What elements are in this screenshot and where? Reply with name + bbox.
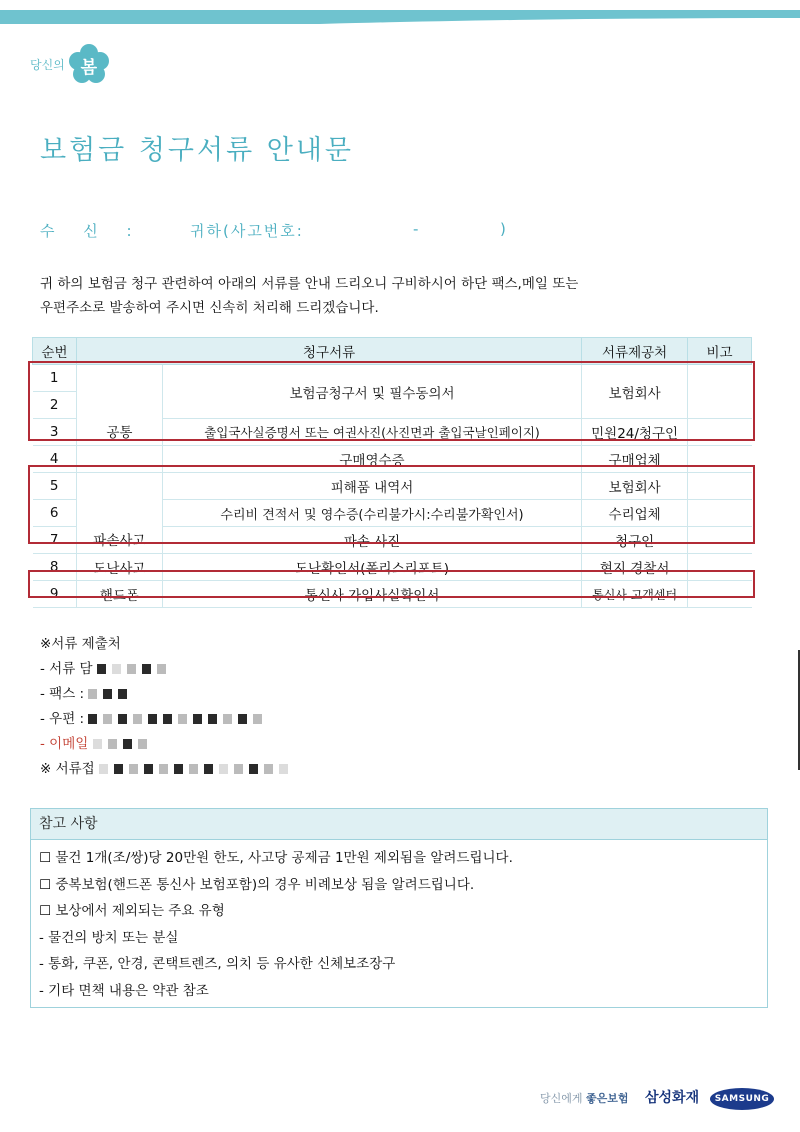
row-provider: 구매업체 (582, 446, 688, 473)
row-no: 1 (33, 365, 77, 392)
row-provider: 민원24/청구인 (582, 419, 688, 446)
highlight-box-damage (28, 465, 755, 544)
redacted-block (108, 739, 117, 749)
logo (30, 42, 109, 86)
row-provider: 현지 경찰서 (582, 554, 688, 581)
recipient-label: 수 신 : (40, 222, 144, 240)
redacted-block (138, 739, 147, 749)
row-group: 공통 (76, 365, 162, 446)
redacted-block (157, 664, 166, 674)
redacted-block (219, 764, 228, 774)
redacted-block (223, 714, 232, 724)
redacted-block (93, 739, 102, 749)
row-no: 8 (33, 554, 77, 581)
header-doc: 청구서류 (76, 338, 581, 365)
redacted-block (193, 714, 202, 724)
row-doc: 파손 사진 (162, 527, 581, 554)
row-provider: 보험회사 (582, 473, 688, 500)
row-doc: 피해품 내역서 (162, 473, 581, 500)
row-no: 3 (33, 419, 77, 446)
submission-item: - 서류 담 (40, 657, 294, 682)
row-provider: 통신사 고객센터 (582, 581, 688, 608)
row-provider: 보험회사 (582, 365, 688, 419)
submission-title: ※서류 제출처 (40, 636, 121, 652)
recipient-honorific: 귀하(사고번호: (190, 222, 304, 240)
page-title: 보험금 청구서류 안내문 (40, 135, 354, 166)
redacted-block (114, 764, 123, 774)
submission-note: ※ 서류접 (40, 757, 294, 782)
row-group: 도난사고 (76, 554, 162, 581)
row-group: 파손사고 (76, 473, 162, 554)
highlight-box-phone (28, 570, 755, 598)
row-no: 6 (33, 500, 77, 527)
notes-box (30, 808, 768, 1008)
submission-item: - 우편 : (40, 707, 294, 732)
brand-name: 삼성화재 (645, 1090, 700, 1106)
row-no: 9 (33, 581, 77, 608)
redacted-block (189, 764, 198, 774)
recipient-close: ) (500, 220, 506, 238)
logo-mark: 봄 (80, 58, 97, 78)
note-item: ☐ 중복보험(핸드폰 통신사 보험포함)의 경우 비례보상 됨을 알려드립니다. (39, 876, 475, 893)
redacted-block (148, 714, 157, 724)
row-doc: 도난확인서(폴리스리포트) (162, 554, 581, 581)
redacted-block (118, 689, 127, 699)
header-remark: 비고 (688, 338, 752, 365)
redacted-block (112, 664, 121, 674)
submission-item: - 이메일 (40, 732, 294, 757)
submission-section (40, 632, 294, 782)
redacted-block (144, 764, 153, 774)
intro-paragraph (40, 272, 760, 320)
redacted-block (142, 664, 151, 674)
note-item: - 물건의 방치 또는 분실 (39, 929, 179, 946)
redacted-block (264, 764, 273, 774)
intro-line-1: 귀 하의 보험금 청구 관련하여 아래의 서류를 안내 드리오니 구비하시어 하단 팩스,메일 또는 (40, 276, 579, 292)
logo-prefix: 당신의 (30, 57, 65, 72)
header-no: 순번 (33, 338, 77, 365)
redacted-block (163, 714, 172, 724)
recipient-line (40, 220, 740, 241)
row-provider: 수리업체 (582, 500, 688, 527)
redacted-block (208, 714, 217, 724)
row-group: 핸드폰 (76, 581, 162, 608)
notes-title: 참고 사항 (31, 809, 767, 840)
row-no: 4 (33, 446, 77, 473)
redacted-block (159, 764, 168, 774)
notes-body (31, 840, 767, 1009)
redacted-block (279, 764, 288, 774)
redacted-block (88, 689, 97, 699)
submission-item: - 팩스 : (40, 682, 294, 707)
row-no: 2 (33, 392, 77, 419)
row-no: 7 (33, 527, 77, 554)
redacted-block (204, 764, 213, 774)
redacted-block (97, 664, 106, 674)
intro-line-2: 우편주소로 발송하여 주시면 신속히 처리해 드리겠습니다. (40, 300, 379, 316)
redacted-block (238, 714, 247, 724)
redacted-block (88, 714, 97, 724)
footer (540, 1086, 780, 1114)
redacted-block (129, 764, 138, 774)
redacted-block (127, 664, 136, 674)
redacted-block (234, 764, 243, 774)
redacted-block (249, 764, 258, 774)
redacted-block (123, 739, 132, 749)
row-no: 5 (33, 473, 77, 500)
row-doc: 구매영수증 (162, 446, 581, 473)
note-item: ☐ 보상에서 제외되는 주요 유형 (39, 903, 225, 919)
row-provider: 청구인 (582, 527, 688, 554)
redacted-block (103, 714, 112, 724)
note-item: - 기타 면책 내용은 약관 참조 (39, 982, 209, 999)
redacted-block (253, 714, 262, 724)
row-doc: 보험금청구서 및 필수동의서 (162, 365, 581, 419)
row-doc: 통신사 가입사실확인서 (162, 581, 581, 608)
footer-slogan: 당신에게 좋은보험 (540, 1092, 629, 1105)
redacted-block (174, 764, 183, 774)
redacted-block (118, 714, 127, 724)
recipient-dash: - (413, 220, 419, 238)
row-doc: 수리비 견적서 및 영수증(수리불가시:수리불가확인서) (162, 500, 581, 527)
redacted-block (133, 714, 142, 724)
row-doc: 출입국사실증명서 또는 여권사진(사진면과 출입국날인페이지) (162, 419, 581, 446)
redacted-block (99, 764, 108, 774)
redacted-block (103, 689, 112, 699)
flower-icon (69, 44, 109, 84)
samsung-logo: SAMSUNG (710, 1088, 774, 1110)
header-provider: 서류제공처 (582, 338, 688, 365)
highlight-box-common (28, 361, 755, 441)
note-item: ☐ 물건 1개(조/쌍)당 20만원 한도, 사고당 공제금 1만원 제외됨을 알려드립니다. (39, 850, 513, 866)
note-item: - 통화, 쿠폰, 안경, 콘택트렌즈, 의치 등 유사한 신체보조장구 (39, 956, 396, 972)
redacted-block (178, 714, 187, 724)
